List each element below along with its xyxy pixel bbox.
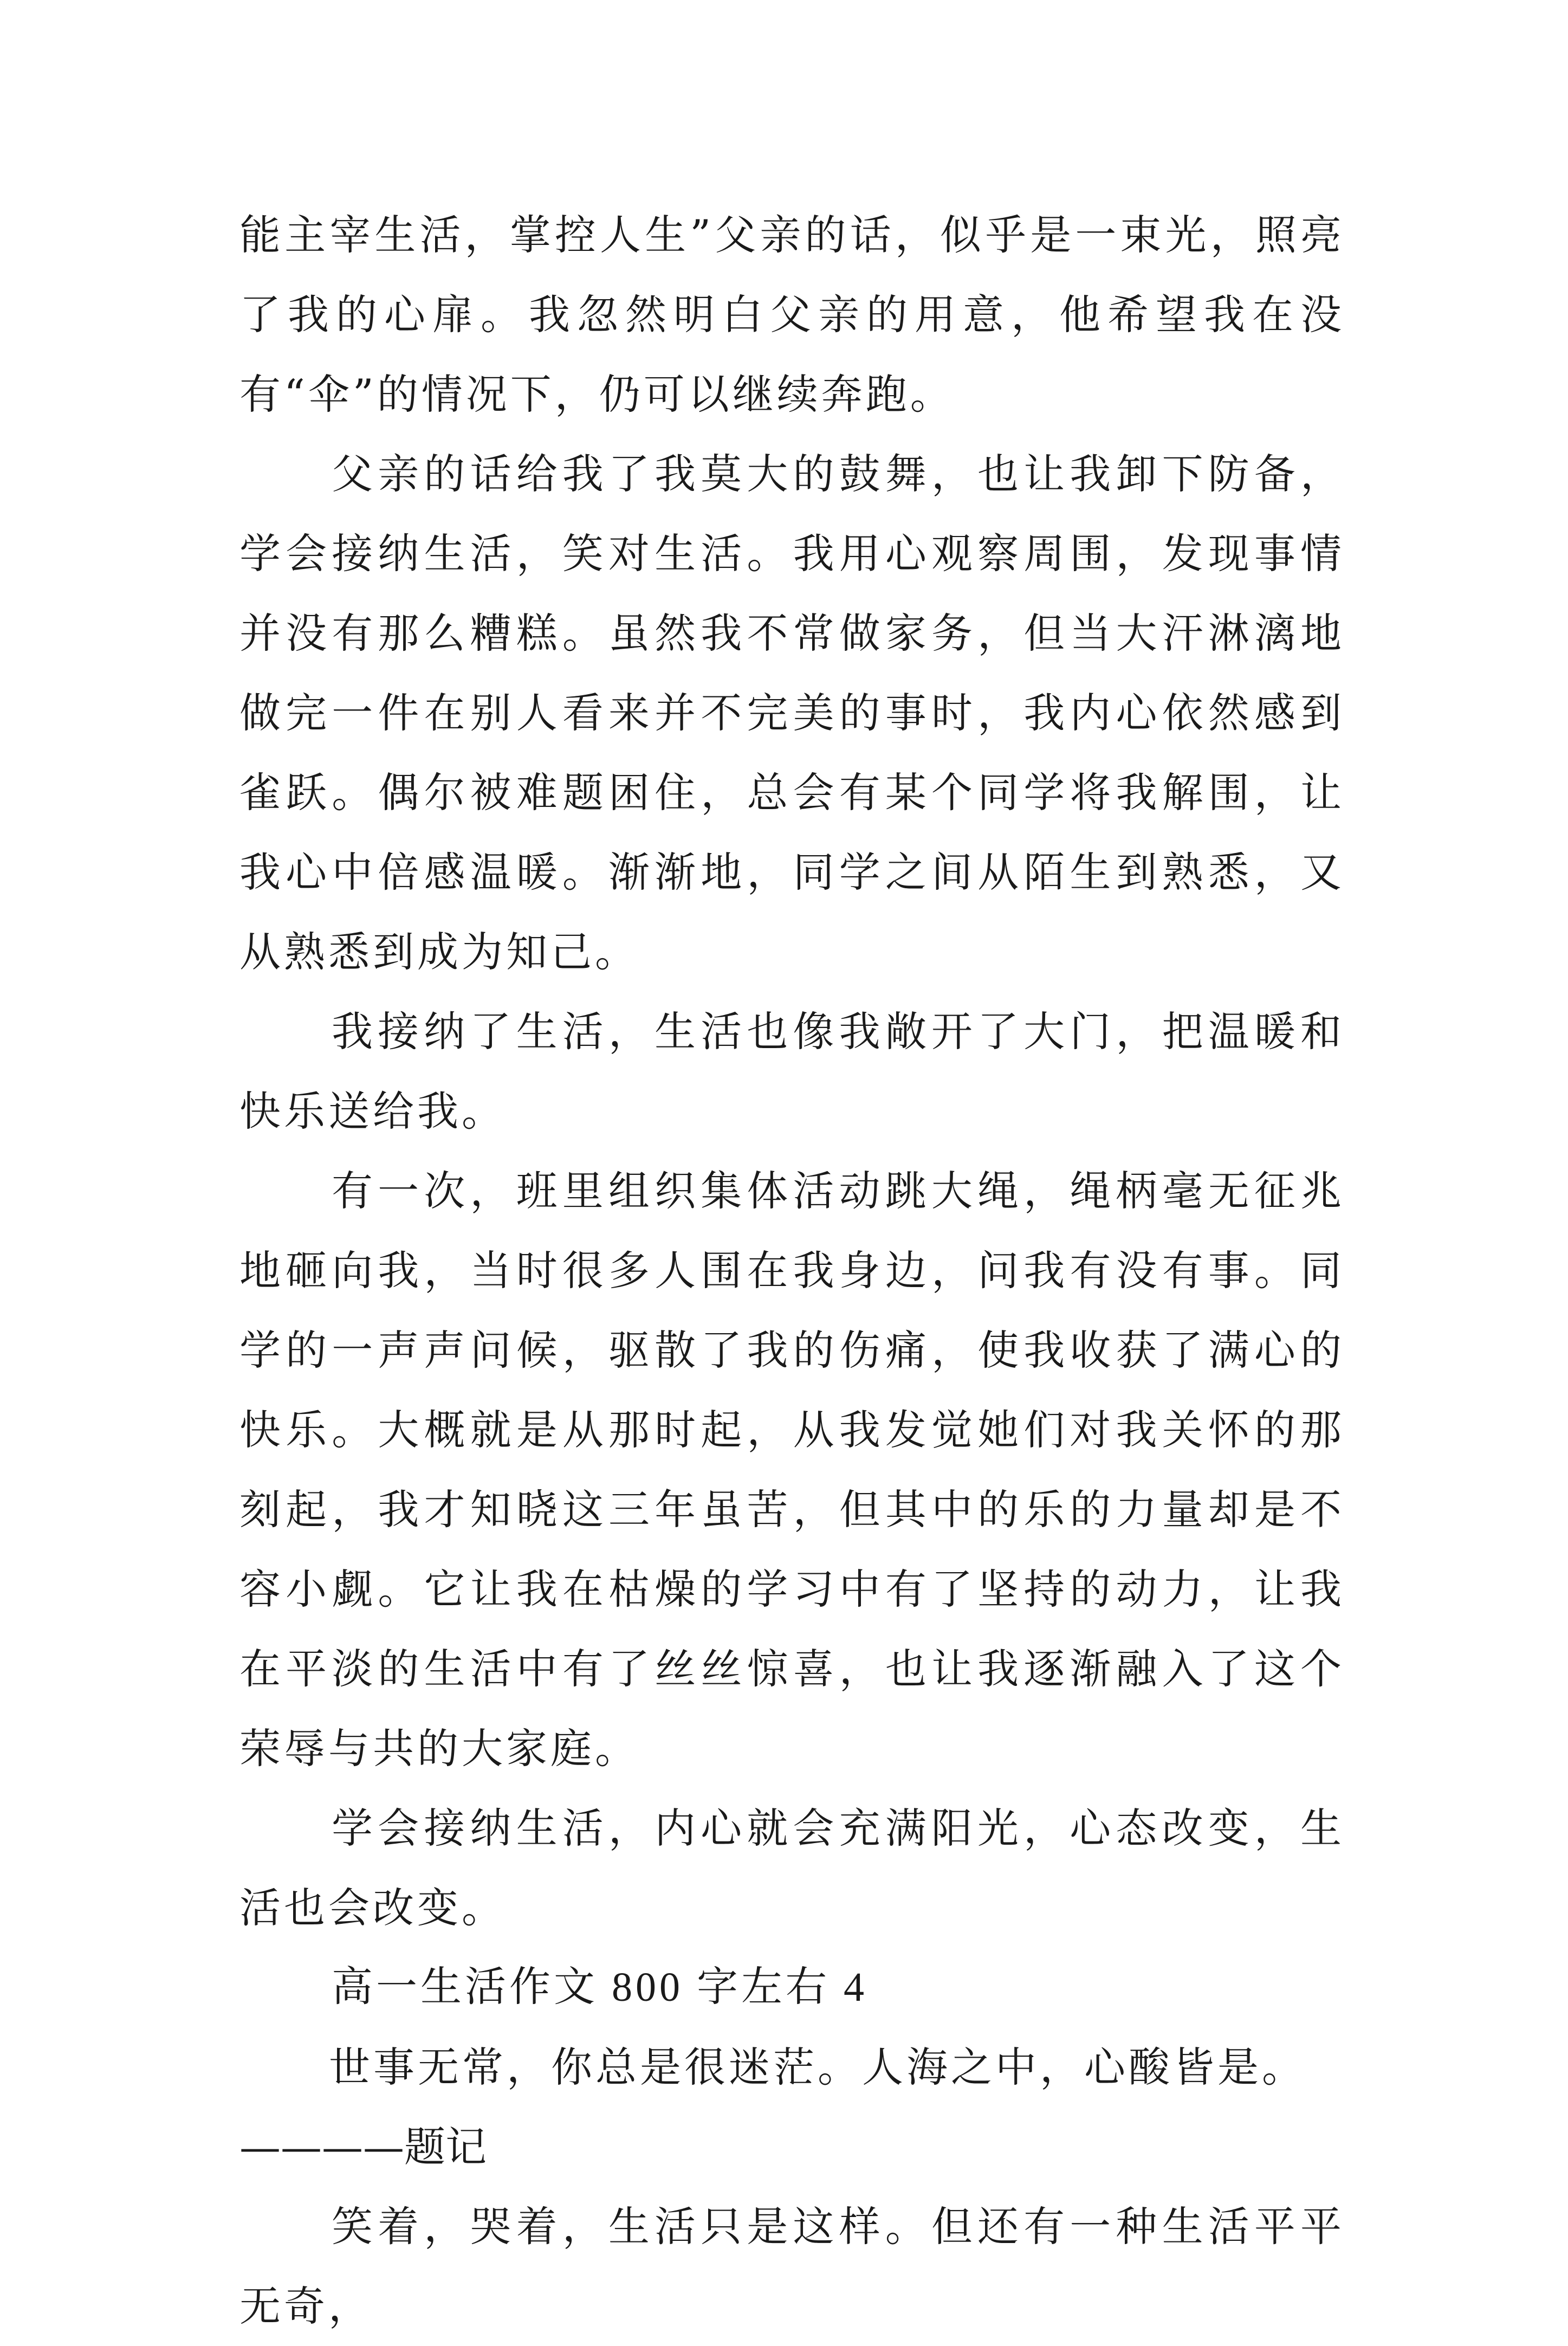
- epigraph-text: 世事无常，你总是很迷茫。人海之中，心酸皆是。: [329, 2043, 1306, 2091]
- paragraph-6: 笑着，哭着，生活只是这样。但还有一种生活平平无奇，: [239, 2202, 1345, 2330]
- paragraph-5: 学会接纳生活，内心就会充满阳光，心态改变，生活也会改变。: [239, 1804, 1345, 1932]
- epigraph-signature: ————题记: [239, 2123, 487, 2171]
- section-heading: 高一生活作文 800 字左右 4: [332, 1964, 867, 2010]
- paragraph-1: 能主宰生活，掌控人生”父亲的话，似乎是一束光，照亮了我的心扉。我忽然明白父亲的用意，他希望我在没有“伞”的情况下，仍可以继续奔跑。: [239, 211, 1345, 418]
- epigraph: [239, 2027, 1345, 2187]
- document-body: [239, 195, 1345, 2346]
- paragraph-4: 有一次，班里组织集体活动跳大绳，绳柄毫无征兆地砸向我，当时很多人围在我身边，问我有没有事。同学的一声声问候，驱散了我的伤痛，使我收获了满心的快乐。大概就是从那时起，从我发觉她们对我关怀的那刻起，我才知晓这三年虽苦，但其中的乐的力量却是不容小觑。它让我在枯燥的学习中有了坚持的动力，让我在平淡的生活中有了丝丝惊喜，也让我逐渐融入了这个荣辱与共的大家庭。: [239, 1167, 1345, 1773]
- paragraph-2: 父亲的话给我了我莫大的鼓舞，也让我卸下防备，学会接纳生活，笑对生活。我用心观察周围，发现事情并没有那么糟糕。虽然我不常做家务，但当大汗淋漓地做完一件在别人看来并不完美的事时，我内心依然感到雀跃。偶尔被难题困住，总会有某个同学将我解围，让我心中倍感温暖。渐渐地，同学之间从陌生到熟悉，又从熟悉到成为知己。: [239, 450, 1345, 976]
- paragraph-3: 我接纳了生活，生活也像我敞开了大门，把温暖和快乐送给我。: [239, 1007, 1345, 1135]
